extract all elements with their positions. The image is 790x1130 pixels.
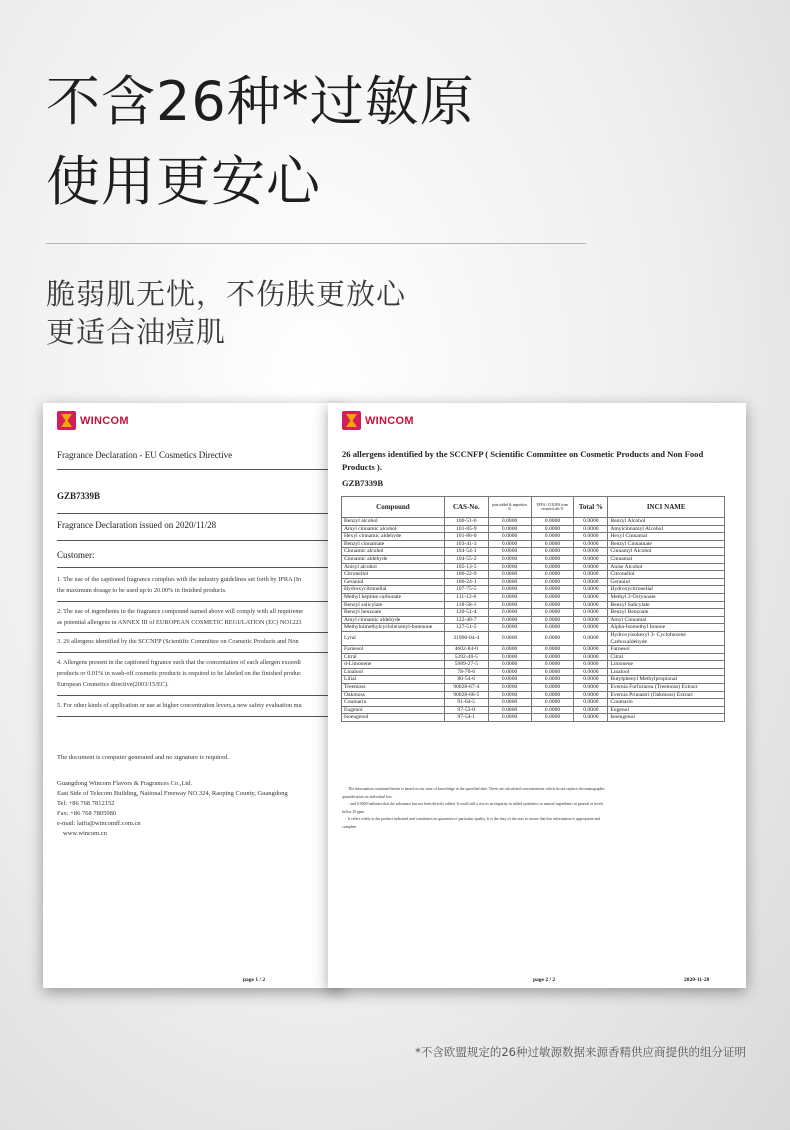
clause-text: the maximum dosage to be used up to 20.00% in finished products. (57, 587, 227, 594)
cell-effa: 0.0000 (531, 525, 574, 533)
table-row (342, 616, 725, 624)
table-row (342, 661, 725, 669)
cell-effa: 0.0000 (531, 684, 574, 692)
cell-pure: 0.0000 (488, 631, 531, 645)
table-row (342, 586, 725, 594)
clause-text: European Cosmetics directive(2003/15/EC). (57, 681, 169, 688)
cell-compound: Hexyl cinnamic aldehyde (342, 533, 445, 541)
cell-cas: 127-51-5 (444, 624, 488, 632)
company-fax: Fax: +86 768 7805980 (57, 810, 117, 817)
cell-inci: Hydroxyisohexyl 3- Cyclohexene Carboxaldehyde (608, 631, 725, 645)
divider (57, 513, 343, 514)
note-line: quantification on individual lots. (342, 794, 393, 799)
company-name: Guangdong Wincom Flavors & Fragrances Co.,Ltd. (57, 780, 193, 787)
cell-compound: Isoeugenol (342, 714, 445, 722)
cell-compound: Benzyl cinnamate (342, 540, 445, 548)
cell-pure: 0.0000 (488, 518, 531, 526)
cell-total: 0.0000 (574, 616, 608, 624)
subline-line-1: 脆弱肌无忧，不伤肤更放心 (46, 277, 407, 311)
document-title: Fragrance Declaration - EU Cosmetics Directive (57, 450, 233, 460)
table-row (342, 525, 725, 533)
cell-effa: 0.0000 (531, 706, 574, 714)
table-row (342, 684, 725, 692)
wincom-logo-icon (57, 411, 76, 430)
table-row (342, 609, 725, 617)
cell-cas: 104-54-1 (444, 548, 488, 556)
table-row (342, 593, 725, 601)
cell-compound: Eugenol (342, 706, 445, 714)
cell-compound: Benzyl salicylate (342, 601, 445, 609)
cell-inci: Benzyl Benzoate (608, 609, 725, 617)
cell-compound: d-Limonene (342, 661, 445, 669)
cell-cas: 106-24-1 (444, 578, 488, 586)
cell-effa: 0.0000 (531, 609, 574, 617)
cell-cas: 122-40-7 (444, 616, 488, 624)
cell-pure: 0.0000 (488, 676, 531, 684)
cell-total: 0.0000 (574, 555, 608, 563)
cell-cas: 78-70-6 (444, 668, 488, 676)
cell-compound: Lyral (342, 631, 445, 645)
note-line: - and 0.0000 indicates that the substance has not been directly added. It could still a rise as an impurity in added synthetics or natural ingredients in general at levels (348, 802, 604, 807)
allergen-table-body (342, 518, 725, 722)
cell-inci: Citral (608, 653, 725, 661)
table-row (342, 563, 725, 571)
cell-pure: 0.0000 (488, 691, 531, 699)
page-number: page 2 / 2 (533, 977, 556, 983)
cell-total: 0.0000 (574, 691, 608, 699)
cell-effa: 0.0000 (531, 646, 574, 654)
cell-cas: 5989-27-5 (444, 661, 488, 669)
cell-compound: Hydroxycitronellal (342, 586, 445, 594)
cell-compound: Benzyl alcohol (342, 518, 445, 526)
cell-effa: 0.0000 (531, 624, 574, 632)
cell-effa: 0.0000 (531, 699, 574, 707)
cell-effa: 0.0000 (531, 540, 574, 548)
company-website: www.wincom.cn (63, 830, 107, 837)
cell-total: 0.0000 (574, 540, 608, 548)
cell-total: 0.0000 (574, 593, 608, 601)
table-row (342, 624, 725, 632)
cell-effa: 0.0000 (531, 518, 574, 526)
issue-statement: Fragrance Declaration issued on 2020/11/28 (57, 520, 217, 530)
note-line: It refers solely to the product indicated and constitutes no guarantee of particular quality. It is the duty of the user to assure that this information is appropriate and (348, 817, 601, 822)
cell-pure: 0.0000 (488, 540, 531, 548)
cell-inci: Butylphenyl Methylpropional (608, 676, 725, 684)
table-row (342, 676, 725, 684)
cell-cas: 120-51-4 (444, 609, 488, 617)
cell-compound: Coumarin (342, 699, 445, 707)
cell-compound: Geraniol (342, 578, 445, 586)
table-row (342, 533, 725, 541)
product-code: GZB7339B (57, 491, 101, 501)
cell-cas: 97-54-1 (444, 714, 488, 722)
cell-effa: 0.0000 (531, 548, 574, 556)
cell-inci: Farnesol (608, 646, 725, 654)
cell-effa: 0.0000 (531, 631, 574, 645)
cell-cas: 106-22-9 (444, 571, 488, 579)
cell-pure: 0.0000 (488, 624, 531, 632)
cell-cas: 105-13-5 (444, 563, 488, 571)
cell-inci: Eugenol (608, 706, 725, 714)
cell-compound: Anisyl alcohol (342, 563, 445, 571)
cell-compound: Farnesol (342, 646, 445, 654)
cell-total: 0.0000 (574, 714, 608, 722)
wincom-logo (342, 411, 414, 430)
cell-total: 0.0000 (574, 533, 608, 541)
cell-pure: 0.0000 (488, 555, 531, 563)
cell-cas: 104-55-2 (444, 555, 488, 563)
cell-pure: 0.0000 (488, 593, 531, 601)
cell-total: 0.0000 (574, 646, 608, 654)
wincom-logo-text: WINCOM (365, 414, 414, 427)
cell-inci: Cinnamal (608, 555, 725, 563)
clause-text: 3. 26 allergens identified by the SCCNFP (Scientific Committee on Cosmetic Products and Non (57, 638, 299, 645)
cell-pure: 0.0000 (488, 601, 531, 609)
generated-note: The document is computer generated and no signature is required. (57, 754, 229, 761)
table-row (342, 548, 725, 556)
cell-compound: Citral (342, 653, 445, 661)
cell-pure: 0.0000 (488, 571, 531, 579)
column-header-pure: pure added & impurities % (488, 497, 531, 518)
allergen-table (341, 496, 725, 722)
divider (57, 469, 343, 470)
allergen-heading: 26 allergens identified by the SCCNFP ( Scientific Committee on Cosmetic Products and Non Food Products ). (342, 449, 704, 472)
cell-cas: 107-75-5 (444, 586, 488, 594)
cell-inci: Hexyl Cinnamal (608, 533, 725, 541)
customer-label: Customer: (57, 550, 95, 560)
cell-compound: Citronellol (342, 571, 445, 579)
cell-pure: 0.0000 (488, 548, 531, 556)
divider (57, 540, 343, 541)
column-header-cas: CAS-No. (444, 497, 488, 518)
cell-total: 0.0000 (574, 578, 608, 586)
cell-cas: 4602-84-0 (444, 646, 488, 654)
cell-inci: Limonene (608, 661, 725, 669)
company-address: East Side of Telecom Building, National Freeway NO.324, Raoping County, Guangdong (57, 790, 288, 797)
cell-pure: 0.0000 (488, 668, 531, 676)
cell-inci: Benzyl Salicylate (608, 601, 725, 609)
cell-compound: Lilial (342, 676, 445, 684)
divider (57, 695, 343, 696)
subline-line-2: 更适合油痘肌 (46, 315, 227, 349)
column-header-effa: EFFA / COLIPA from essential oils % (531, 497, 574, 518)
table-row (342, 706, 725, 714)
clause-text: products or 0.01% in wash-off cosmetic products is required to be labeled on the finished produc (57, 670, 302, 677)
cell-inci: Benzyl Cinnamate (608, 540, 725, 548)
cell-cas: 90028-68-5 (444, 691, 488, 699)
cell-pure: 0.0000 (488, 586, 531, 594)
cell-total: 0.0000 (574, 586, 608, 594)
wincom-logo (57, 411, 129, 430)
cell-pure: 0.0000 (488, 714, 531, 722)
cell-effa: 0.0000 (531, 653, 574, 661)
cell-cas: 97-53-0 (444, 706, 488, 714)
page-number: page 1 / 2 (243, 977, 266, 983)
cell-total: 0.0000 (574, 684, 608, 692)
cell-inci: Cinnamyl Alcohol (608, 548, 725, 556)
cell-effa: 0.0000 (531, 571, 574, 579)
cell-inci: Methyl 2-Octynoate (608, 593, 725, 601)
cell-total: 0.0000 (574, 601, 608, 609)
cell-cas: 111-12-6 (444, 593, 488, 601)
headline-line-2: 使用更安心 (46, 150, 321, 213)
divider (57, 632, 343, 633)
table-header-row (342, 497, 725, 518)
clause-2 (57, 606, 343, 628)
declaration-page-2 (328, 403, 746, 988)
note-line: complete. (342, 824, 358, 829)
table-row (342, 571, 725, 579)
document-date: 2020-11-28 (684, 977, 710, 983)
cell-cas: 118-58-1 (444, 601, 488, 609)
cell-effa: 0.0000 (531, 661, 574, 669)
cell-compound: Methyl heptine carbonate (342, 593, 445, 601)
clause-text: 2. The use of ingredients in the fragrance compound named above will comply with all requireme (57, 608, 304, 615)
cell-effa: 0.0000 (531, 714, 574, 722)
cell-compound: Amyl cinnamic aldehyde (342, 616, 445, 624)
cell-total: 0.0000 (574, 631, 608, 645)
cell-cas: 101-86-0 (444, 533, 488, 541)
divider (57, 601, 343, 602)
cell-effa: 0.0000 (531, 593, 574, 601)
headline-line-1: 不含26种*过敏原 (46, 70, 475, 133)
company-tel: Tel: +86 768 7812152 (57, 800, 115, 807)
table-row (342, 668, 725, 676)
cell-pure: 0.0000 (488, 646, 531, 654)
clause-5 (57, 700, 343, 711)
cell-inci: Anise Alcohol (608, 563, 725, 571)
table-row (342, 578, 725, 586)
declaration-page-1 (43, 403, 343, 988)
table-row (342, 646, 725, 654)
cell-effa: 0.0000 (531, 578, 574, 586)
cell-cas: 101-85-9 (444, 525, 488, 533)
divider (57, 652, 343, 653)
cell-effa: 0.0000 (531, 616, 574, 624)
table-row (342, 699, 725, 707)
column-header-inci: INCI NAME (608, 497, 725, 518)
table-row (342, 518, 725, 526)
cell-compound: Amyl cinnamic alcohol (342, 525, 445, 533)
cell-inci: Isoeugenol (608, 714, 725, 722)
cell-compound: Methylnimethylcyclohexenyl-butenone (342, 624, 445, 632)
cell-effa: 0.0000 (531, 563, 574, 571)
source-footnote: *不含欧盟规定的26种过敏源数据来源香精供应商提供的组分证明 (415, 1045, 746, 1059)
table-row (342, 691, 725, 699)
cell-compound: Oakmoss (342, 691, 445, 699)
cell-pure: 0.0000 (488, 578, 531, 586)
cell-inci: Coumarin (608, 699, 725, 707)
cell-pure: 0.0000 (488, 684, 531, 692)
cell-pure: 0.0000 (488, 616, 531, 624)
table-notes (342, 786, 737, 832)
cell-total: 0.0000 (574, 676, 608, 684)
cell-total: 0.0000 (574, 624, 608, 632)
cell-compound: Treemoss (342, 684, 445, 692)
cell-pure: 0.0000 (488, 653, 531, 661)
cell-inci: Linalool (608, 668, 725, 676)
cell-total: 0.0000 (574, 518, 608, 526)
company-email: e-mail: laifu@wincomff.com.cn (57, 820, 141, 827)
cell-compound: Linalool (342, 668, 445, 676)
cell-compound: Benzyl benzoate (342, 609, 445, 617)
cell-compound: Cinnamic aldehyde (342, 555, 445, 563)
cell-inci: Evernia Prunastri (Oakmoss) Extract (608, 691, 725, 699)
cell-pure: 0.0000 (488, 525, 531, 533)
cell-total: 0.0000 (574, 571, 608, 579)
table-row (342, 540, 725, 548)
cell-effa: 0.0000 (531, 533, 574, 541)
cell-cas: 31906-04-4 (444, 631, 488, 645)
cell-effa: 0.0000 (531, 555, 574, 563)
company-contact (57, 779, 288, 839)
cell-effa: 0.0000 (531, 691, 574, 699)
wincom-logo-icon (342, 411, 361, 430)
column-header-compound: Compound (342, 497, 445, 518)
cell-pure: 0.0000 (488, 699, 531, 707)
clause-text: 1. The use of the captioned fragrance complies with the industry guidelines set forth by IFRA (In (57, 576, 302, 583)
cell-pure: 0.0000 (488, 609, 531, 617)
cell-total: 0.0000 (574, 525, 608, 533)
table-row (342, 601, 725, 609)
wincom-logo-text: WINCOM (80, 414, 129, 427)
cell-total: 0.0000 (574, 548, 608, 556)
product-code: GZB7339B (342, 478, 384, 488)
table-row (342, 653, 725, 661)
cell-cas: 91-64-5 (444, 699, 488, 707)
cell-total: 0.0000 (574, 706, 608, 714)
cell-inci: Citronellol (608, 571, 725, 579)
clause-text: as potential allergens in ANNEX III of EUROPEAN COSMETIC REGULATION (EC) NO1223 (57, 619, 302, 626)
divider (57, 716, 343, 717)
cell-total: 0.0000 (574, 563, 608, 571)
cell-inci: Hydroxycitronellal (608, 586, 725, 594)
cell-effa: 0.0000 (531, 668, 574, 676)
cell-inci: Evernia Furfuracea (Treemoss) Extract (608, 684, 725, 692)
cell-inci: Benzyl Alcohol (608, 518, 725, 526)
cell-inci: Geraniol (608, 578, 725, 586)
cell-total: 0.0000 (574, 699, 608, 707)
clause-text: 5. For other kinds of application or use at higher concentration levers,a new safety evaluation mu (57, 702, 302, 709)
clause-4 (57, 657, 343, 690)
table-row (342, 714, 725, 722)
cell-effa: 0.0000 (531, 586, 574, 594)
cell-total: 0.0000 (574, 609, 608, 617)
cell-inci: Amylcinnamyl Alcohol (608, 525, 725, 533)
note-line: The information contained herein is based on our state of knowledge at the specified date. These are calculated concentrations which do not replace chromatographic (348, 787, 606, 791)
table-row (342, 631, 725, 645)
cell-cas: 103-41-3 (444, 540, 488, 548)
cell-inci: Amyl Cinnamal (608, 616, 725, 624)
divider (57, 567, 343, 568)
clause-3 (57, 636, 343, 647)
cell-inci: Alpha-Isomethyl Ionone (608, 624, 725, 632)
cell-cas: 90028-67-4 (444, 684, 488, 692)
cell-pure: 0.0000 (488, 563, 531, 571)
divider (46, 243, 586, 244)
column-header-total: Total % (574, 497, 608, 518)
cell-total: 0.0000 (574, 653, 608, 661)
cell-pure: 0.0000 (488, 706, 531, 714)
cell-pure: 0.0000 (488, 661, 531, 669)
cell-pure: 0.0000 (488, 533, 531, 541)
cell-cas: 5392-40-5 (444, 653, 488, 661)
note-line: below 10 ppm (342, 809, 365, 814)
cell-total: 0.0000 (574, 668, 608, 676)
clause-text: 4. Allergens present in the captioned frgrance such that the concentation of each allergen exceedi (57, 659, 301, 666)
cell-effa: 0.0000 (531, 676, 574, 684)
cell-effa: 0.0000 (531, 601, 574, 609)
cell-total: 0.0000 (574, 661, 608, 669)
cell-cas: 80-54-6 (444, 676, 488, 684)
table-row (342, 555, 725, 563)
cell-cas: 100-51-6 (444, 518, 488, 526)
clause-1 (57, 574, 343, 596)
cell-compound: Cinnamic alcohol (342, 548, 445, 556)
